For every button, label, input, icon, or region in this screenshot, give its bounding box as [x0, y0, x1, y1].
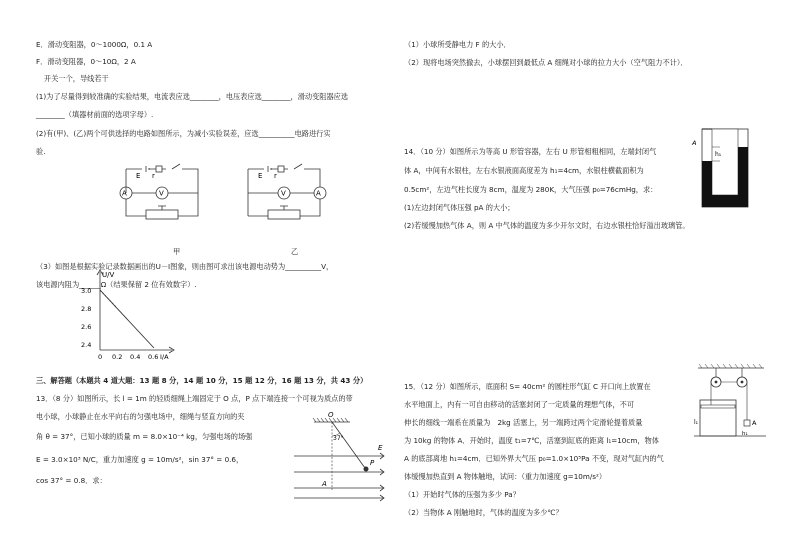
- fig13-label-a: A: [322, 480, 327, 488]
- label-r-yi: r: [274, 172, 277, 180]
- question-15-line-3: 伸长的细线一端系在质量为 2kg 活塞上，另一端跨过两个定滑轮提着质量: [404, 418, 643, 427]
- fig14-label-a: A: [692, 139, 697, 147]
- question-15-line-4: 为 10kg 的物体 A．开始时，温度 t₁=7℃，活塞到缸底的距离 l₁=10cm，物体: [404, 436, 659, 445]
- ytick-3-0: 3.0: [81, 287, 92, 295]
- question-13-sub-2: （2）现将电场突然撤去，小球摆回到最低点 A 细绳对小球的拉力大小（空气阻力不计）．: [404, 58, 688, 67]
- ytick-2-8: 2.8: [81, 305, 92, 313]
- question-15-line-6: 体缓慢加热直到 A 物体触地，试问：（重力加速度 g=10m/s²）: [404, 472, 607, 481]
- label-e-yi: E: [258, 172, 263, 180]
- ytick-2-6: 2.6: [81, 323, 92, 331]
- option-f: F．滑动变阻器，0～10Ω，2 A: [36, 57, 136, 66]
- voltmeter-v-yi: V: [281, 189, 286, 198]
- question-1-line-2: ________（填器材前面的选项字母）.: [36, 110, 154, 119]
- question-15-line-8: （2）当物体 A 刚触地时，气体的温度为多少℃？: [404, 508, 563, 517]
- label-jia: 甲: [173, 247, 181, 256]
- question-13-line-1: 13．（8 分）如图所示，长 l = 1m 的轻质细绳上端固定于 O 点，P 点下端连接一个可视为质点的带: [36, 394, 353, 403]
- option-e: E．滑动变阻器，0～1000Ω，0.1 A: [36, 40, 153, 49]
- fig13-label-e: E: [378, 444, 383, 452]
- fig15-label-a: A: [752, 419, 757, 427]
- question-14-line-3: 0.5cm²，左边气柱长度为 8cm，温度为 280K，大气压强 p₀=76cmHg，求：: [404, 185, 658, 194]
- fig14-label-h1: h₁: [715, 151, 722, 158]
- question-13-line-3: 角 θ = 37°，已知小球的质量 m = 8.0×10⁻⁴ kg，匀强电场的场强: [36, 432, 253, 441]
- question-14-line-2: 体 A，中间有水银柱，左右水银液面高度差为 h₁=4cm，水银柱横截面积为: [404, 166, 644, 175]
- question-13-sub-1: （1）小球所受静电力 F 的大小．: [404, 40, 511, 49]
- circuit-diagrams: [106, 160, 336, 260]
- xtick-0: 0: [98, 353, 103, 360]
- xtick-0-6: 0.6: [148, 353, 159, 360]
- label-r-jia: r: [152, 172, 155, 180]
- question-13-line-4: E = 3.0×10³ N/C，重力加速度 g = 10m/s²，sin 37° = 0.6，: [36, 455, 244, 464]
- figure-13: [290, 410, 388, 502]
- question-3-line-1: （3）如图是根据实验记录数据画出的U－I图象，则由图可求出该电源电动势为__________V，: [36, 262, 334, 271]
- option-g: 开关一个，导线若干: [44, 74, 109, 83]
- question-13-line-5: cos 37° = 0.8．求：: [36, 476, 107, 485]
- question-2-line-1: (2)有(甲)、(乙)两个可供选择的电路如图所示，为减小实验误差，应选__________电路进行实: [36, 129, 331, 138]
- section-3-heading: 三、解答题（本题共 4 道大题：13 题 8 分，14 题 10 分，15 题 12 分，16 题 13 分，共 43 分）: [36, 376, 368, 385]
- graph-xlabel: I/A: [160, 353, 169, 360]
- u-i-graph: [80, 268, 180, 360]
- figure-14: [690, 125, 756, 215]
- question-1-line-1: (1)为了尽量得到较准确的实验结果，电流表应选________，电压表应选________，滑动变阻器应选: [36, 92, 349, 101]
- question-15-line-2: 水平地面上，内有一可自由移动的活塞封闭了一定质量的理想气体，不可: [404, 400, 635, 409]
- ammeter-a-jia: A: [122, 189, 127, 198]
- xtick-0-4: 0.4: [130, 353, 141, 360]
- ytick-2-4: 2.4: [81, 341, 92, 349]
- xtick-0-2: 0.2: [112, 353, 123, 360]
- voltmeter-v-jia: V: [159, 189, 164, 198]
- question-15-line-7: （1）开始时气体的压强为多少 Pa？: [404, 490, 520, 499]
- fig15-label-l1: l₁: [694, 419, 699, 426]
- question-14-line-1: 14．（10 分）如图所示为等高 U 形管容器，左右 U 形管相粗相同，左端封闭气: [404, 147, 657, 156]
- graph-ylabel: U/V: [102, 271, 115, 279]
- question-2-line-2: 验.: [36, 147, 46, 156]
- question-15-line-1: 15．（12 分）如图所示，底面积 S= 40cm² 的圆柱形气缸 C 开口向上放置在: [404, 382, 651, 391]
- fig13-label-o: O: [328, 411, 334, 419]
- question-14-line-5: (2)若缓慢加热气体 A，则 A 中气体的温度为多少开尔文时，右边水银柱恰好溢出玻璃管。: [404, 221, 690, 230]
- label-yi: 乙: [291, 247, 299, 256]
- question-15-line-5: A 的底部离地 h₁=4cm．已知外界大气压 p₀=1.0×10⁵Pa 不变，现对气缸内的气: [404, 454, 664, 463]
- fig15-label-h1: h₁: [742, 431, 748, 437]
- question-3-line-2: 该电源内阻为______Ω（结果保留 2 位有效数字）.: [36, 280, 197, 289]
- question-13-line-2: 电小球，小球静止在水平向右的匀强电场中，细绳与竖直方向的夹: [36, 412, 245, 421]
- fig13-label-p: P: [370, 459, 375, 467]
- fig13-angle: 37°: [333, 435, 344, 442]
- figure-15: [694, 360, 766, 448]
- label-e-jia: E: [136, 172, 141, 180]
- ammeter-a-yi: A: [316, 189, 321, 198]
- question-14-line-4: (1)左边封闭气体压强 pA 的大小；: [404, 203, 515, 212]
